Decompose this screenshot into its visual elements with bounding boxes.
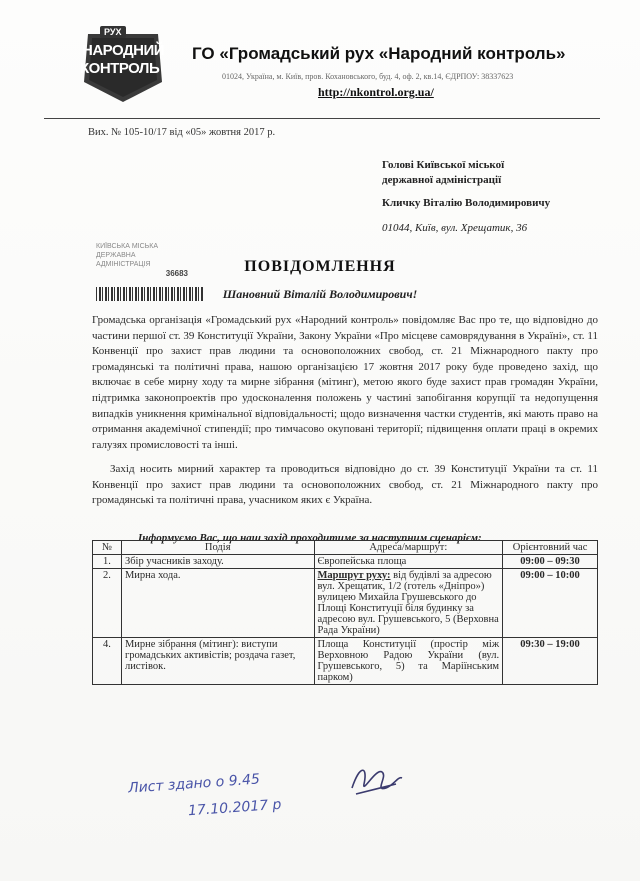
logo-line-1: НАРОДНИЙ (82, 42, 165, 59)
paragraph-2: Захід носить мирний характер та проводиться відповідно до ст. 39 Конституції України та ст. 11 Конвенції про захист прав людини та основоположних свобод, ст. 21 Міжнародного пакту про громадянські та політичні права, учасником яких є Україна. (92, 463, 598, 507)
greeting: Шановний Віталій Володимирович! (222, 287, 418, 301)
stamp-line-2: АДМІНІСТРАЦІЯ (96, 261, 151, 268)
stamp-line-1: КИЇВСЬКА МІСЬКА ДЕРЖАВНА (96, 243, 159, 259)
organization-website-link[interactable]: http://nkontrol.org.ua/ (318, 85, 434, 99)
row-number: 1. (93, 555, 122, 569)
header-time: Орієнтовний час (503, 541, 598, 555)
table-row (93, 569, 598, 638)
header-number: № (93, 541, 122, 555)
handwritten-note-line-1: Лист здано о 9.45 (127, 771, 261, 797)
logo-line-2: КОНТРОЛЬ (80, 60, 160, 77)
row-event: Збір учасників заходу. (121, 555, 314, 569)
route-label: Маршрут руху: (317, 570, 391, 581)
scenario-intro: Інформуємо Вас, що наш захід проходитиме за наступним сценарієм: (138, 532, 482, 544)
row-time: 09:00 – 10:00 (503, 569, 598, 638)
row-route: Європейська площа (314, 555, 503, 569)
recipient-line-2: державної адміністрації (382, 174, 502, 186)
outgoing-number: Вих. № 105-10/17 від «05» жовтня 2017 р. (88, 127, 276, 138)
logo-top-word: РУХ (100, 26, 126, 38)
scenario-table (92, 540, 598, 685)
organization-logo (78, 26, 168, 106)
row-route: Площа Конституції (простір між Верховною Радою України (вул. Грушевського, 5) та Маріїнським парком) (314, 638, 503, 685)
row-route (314, 569, 503, 638)
row-time: 09:00 – 09:30 (503, 555, 598, 569)
row-time: 09:30 – 19:00 (503, 638, 598, 685)
stamp-number: 36683 (165, 269, 188, 278)
row-event: Мирна хода. (121, 569, 314, 638)
organization-address: 01024, Україна, м. Київ, пров. Кохановського, буд. 4, оф. 2, кв.14, ЄДРПОУ: 38337623 (222, 72, 514, 81)
table-row (93, 638, 598, 685)
recipient-address: 01044, Київ, вул. Хрещатик, 36 (382, 222, 528, 234)
row-number: 4. (93, 638, 122, 685)
row-number: 2. (93, 569, 122, 638)
paragraph-1: Громадська організація «Громадський рух «Народний контроль» повідомляє Вас про те, що відповідно до частини першої ст. 39 Конституції України, Закону України «Про місцеве самоврядування в Україні», ст. 11 Конвенції про захист прав людини та основоположних свобод, ст. 21 Міжнародного пакту про громадянські та політичні права, нашою організацією 17 жовтня 2017 року буде проведено захід, що включає в себе мирну ходу та мирне зібрання (мітинг), метою якого буде захист прав громадян України, підтримка законопроектів про удосконалення положень у частині запобігання корупції та недопущення випадків уникнення кримінальної відповідальності; щодо визначення частки студентів, які мають право на отримання академічної стипендії; про тимчасово окуповані території; підвищення оплати праці в окремих галузях промисловості та інші. (92, 314, 598, 451)
header-divider (44, 118, 600, 119)
handwritten-note-line-2: 17.10.2017 р (187, 796, 282, 820)
organization-name: ГО «Громадський рух «Народний контроль» (192, 44, 566, 63)
document-title: ПОВІДОМЛЕННЯ (244, 258, 396, 275)
header-route: Адреса/маршрут: (314, 541, 503, 555)
signature-icon (346, 758, 406, 802)
table-header-row (93, 541, 598, 555)
recipient-line-1: Голові Київської міської (382, 159, 505, 171)
row-event: Мирне зібрання (мітинг): виступи громадських активістів; роздача газет, листівок. (121, 638, 314, 685)
route-text: від будівлі за адресою вул. Хрещатик, 1/2 (готель «Дніпро») вулицею Михайла Грушевського до Площі Конституції біля будинку за адресою вул. Грушевського, 5 (Верховна Рада України) (317, 570, 499, 636)
header-event: Подія (121, 541, 314, 555)
recipient-name: Кличку Віталію Володимировичу (382, 197, 551, 209)
table-row (93, 555, 598, 569)
